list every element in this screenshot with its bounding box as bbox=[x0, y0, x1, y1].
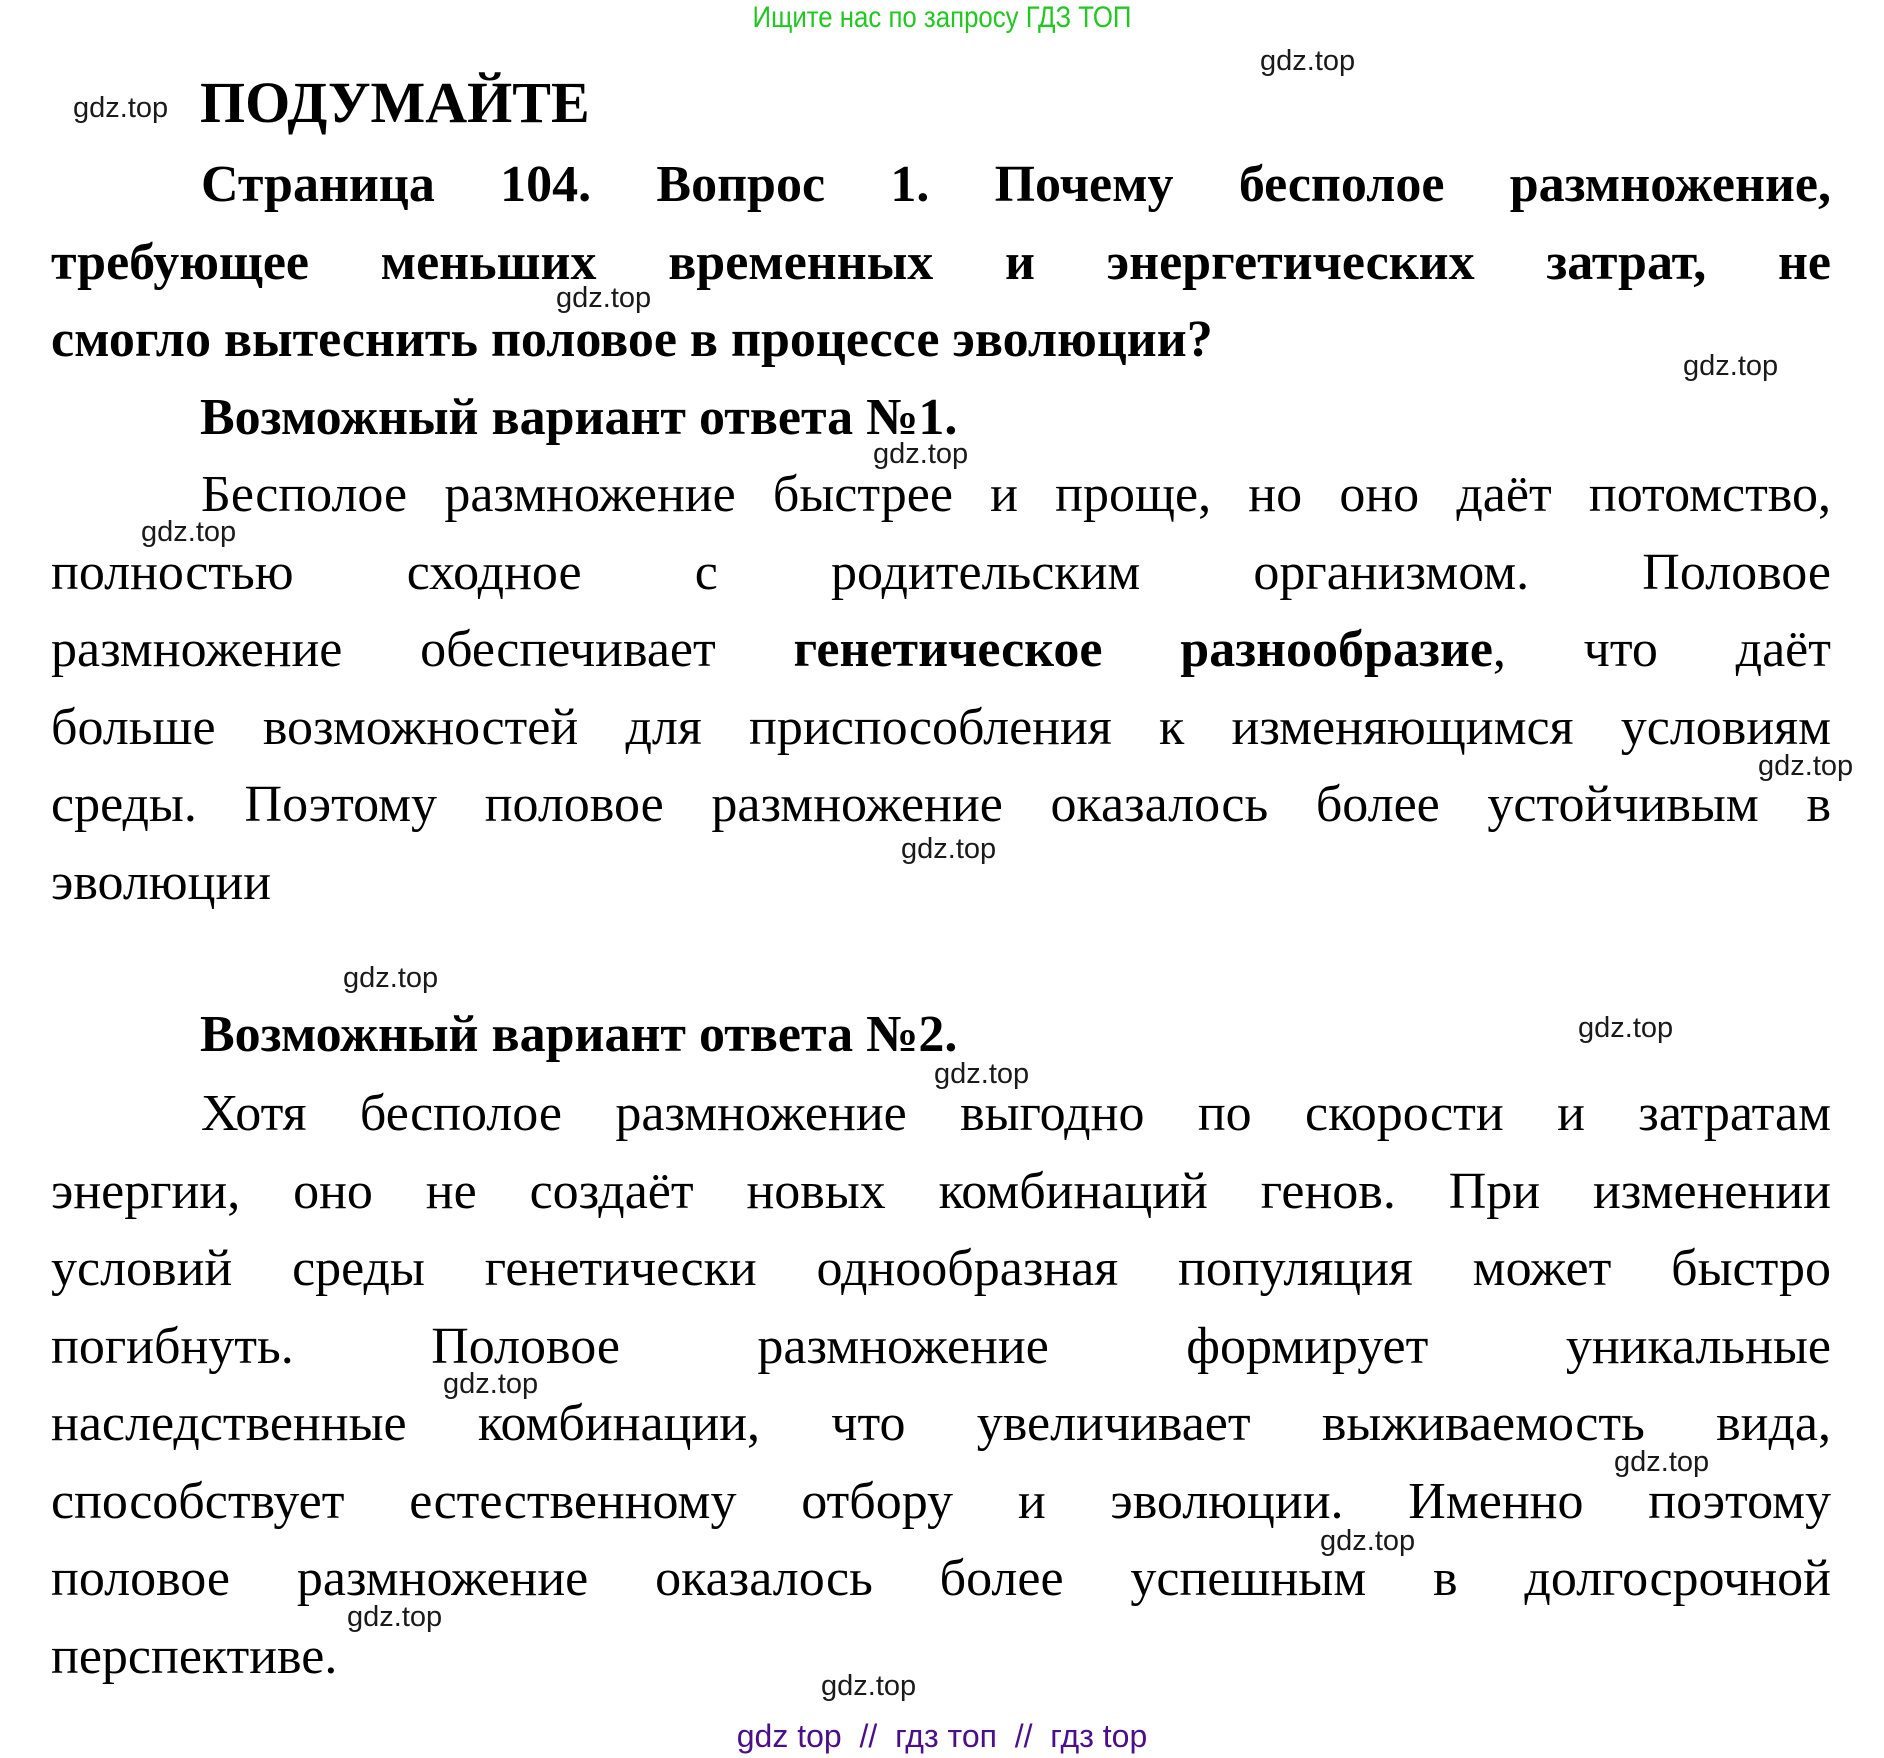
watermark: gdz.top bbox=[1614, 1446, 1710, 1478]
answer-line-before: размножение обеспечивает bbox=[51, 621, 794, 678]
watermark: gdz.top bbox=[343, 962, 439, 994]
watermark: gdz.top bbox=[347, 1601, 443, 1633]
answer-line: способствует естественному отбору и эволюции. Именно поэтому bbox=[51, 1472, 1831, 1530]
watermark: gdz.top bbox=[1683, 350, 1779, 382]
watermark: gdz.top bbox=[1320, 1525, 1416, 1557]
answer-line: больше возможностей для приспособления к изменяющимся условиям bbox=[51, 698, 1831, 756]
watermark: gdz.top bbox=[1758, 750, 1854, 782]
answer-line: наследственные комбинации, что увеличивает выживаемость вида, bbox=[51, 1395, 1831, 1452]
answer-line: энергии, оно не создаёт новых комбинаций генов. При изменении bbox=[51, 1162, 1831, 1220]
watermark: gdz.top bbox=[1578, 1012, 1674, 1044]
answer-line bbox=[51, 611, 1831, 689]
page-title: ПОДУМАЙТЕ bbox=[200, 70, 590, 135]
answer-2-title: Возможный вариант ответа №2. bbox=[200, 1006, 958, 1063]
answer-line: перспективе. bbox=[51, 1627, 338, 1685]
question-line: смогло вытеснить половое в процессе эволюции? bbox=[51, 311, 1213, 368]
search-banner: Ищите нас по запросу ГДЗ ТОП bbox=[752, 1, 1132, 34]
answer-line: погибнуть. Половое размножение формирует уникальные bbox=[51, 1317, 1831, 1375]
watermark: gdz.top bbox=[73, 92, 169, 124]
watermark: gdz.top bbox=[873, 438, 969, 470]
answer-line: полностью сходное с родительским организмом. Половое bbox=[51, 543, 1831, 601]
watermark: gdz.top bbox=[821, 1670, 917, 1702]
answer-line-after: , что даёт bbox=[1492, 621, 1831, 678]
question-text bbox=[51, 146, 1831, 379]
answer-line: условий среды генетически однообразная популяция может быстро bbox=[51, 1240, 1831, 1297]
answer-1-title: Возможный вариант ответа №1. bbox=[200, 389, 958, 446]
answer-2-body bbox=[51, 1075, 1831, 1695]
watermark: gdz.top bbox=[934, 1058, 1030, 1090]
footer-links: gdz top // гдз топ // гдз top bbox=[736, 1718, 1148, 1754]
answer-line: эволюции bbox=[51, 853, 272, 911]
answer-line: среды. Поэтому половое размножение оказалось более устойчивым в bbox=[51, 776, 1831, 833]
question-line: требующее меньших временных и энергетических затрат, не bbox=[51, 233, 1831, 291]
answer-line: Хотя бесполое размножение выгодно по скорости и затратам bbox=[201, 1085, 1831, 1142]
watermark: gdz.top bbox=[556, 282, 652, 314]
question-line: Страница 104. Вопрос 1. Почему бесполое размножение, bbox=[201, 156, 1831, 213]
watermark: gdz.top bbox=[901, 833, 997, 865]
answer-line: половое размножение оказалось более успешным в долгосрочной bbox=[51, 1550, 1831, 1607]
answer-line: Бесполое размножение быстрее и проще, но оно даёт потомство, bbox=[201, 466, 1831, 523]
emphasis-genetic-diversity: генетическое разнообразие bbox=[793, 621, 1493, 678]
watermark: gdz.top bbox=[1260, 45, 1356, 77]
watermark: gdz.top bbox=[443, 1368, 539, 1400]
watermark: gdz.top bbox=[141, 516, 237, 548]
